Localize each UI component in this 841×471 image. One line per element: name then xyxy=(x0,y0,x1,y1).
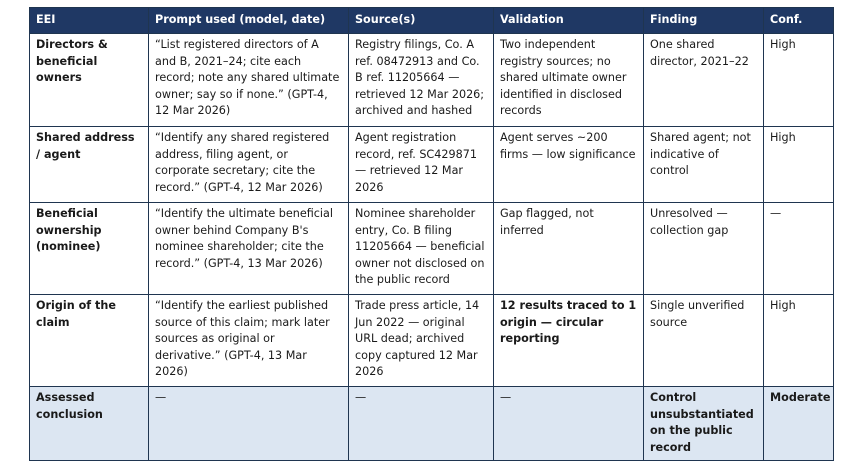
table-row xyxy=(30,127,834,203)
confidence-cell: High xyxy=(764,34,834,127)
sources-cell: Agent registration record, ref. SC429871 — retrieved 12 Mar 2026 xyxy=(349,127,494,203)
eei-cell: Origin of the claim xyxy=(30,295,149,387)
prompt-cell: “Identify any shared registered address, filing agent, or corporate secretary; cite the record.” (GPT-4, 12 Mar 2026) xyxy=(149,127,349,203)
validation-cell: 12 results traced to 1 origin — circular reporting xyxy=(494,295,644,387)
confidence-cell: — xyxy=(764,203,834,295)
sources-cell: Registry filings, Co. A ref. 08472913 and Co. B ref. 11205664 — retrieved 12 Mar 2026; archived and hashed xyxy=(349,34,494,127)
prompt-cell: — xyxy=(149,387,349,461)
confidence-cell: High xyxy=(764,295,834,387)
prompt-cell: “Identify the earliest published source of this claim; mark later sources as original or derivative.” (GPT-4, 13 Mar 2026) xyxy=(149,295,349,387)
eei-table-container xyxy=(29,7,834,461)
eei-table xyxy=(29,7,834,461)
finding-cell: Shared agent; not indicative of control xyxy=(644,127,764,203)
prompt-cell: “List registered directors of A and B, 2021–24; cite each record; note any shared ultimate owner; say so if none.” (GPT-4, 12 Mar 2026) xyxy=(149,34,349,127)
validation-cell: Two independent registry sources; no shared ultimate owner identified in disclosed records xyxy=(494,34,644,127)
confidence-cell: Moderate xyxy=(764,387,834,461)
sources-cell: Trade press article, 14 Jun 2022 — original URL dead; archived copy captured 12 Mar 2026 xyxy=(349,295,494,387)
header-sources: Source(s) xyxy=(349,8,494,34)
header-row xyxy=(30,8,834,34)
validation-cell: — xyxy=(494,387,644,461)
table-row xyxy=(30,203,834,295)
header-prompt: Prompt used (model, date) xyxy=(149,8,349,34)
table-row xyxy=(30,34,834,127)
eei-cell: Shared address / agent xyxy=(30,127,149,203)
finding-cell: One shared director, 2021–22 xyxy=(644,34,764,127)
validation-cell: Gap flagged, not inferred xyxy=(494,203,644,295)
eei-cell: Beneficial ownership (nominee) xyxy=(30,203,149,295)
sources-cell: — xyxy=(349,387,494,461)
finding-cell: Unresolved — collection gap xyxy=(644,203,764,295)
confidence-cell: High xyxy=(764,127,834,203)
finding-cell: Control unsubstantiated on the public record xyxy=(644,387,764,461)
header-validation: Validation xyxy=(494,8,644,34)
header-finding: Finding xyxy=(644,8,764,34)
conclusion-row xyxy=(30,387,834,461)
header-eei: EEI xyxy=(30,8,149,34)
eei-cell: Directors & beneficial owners xyxy=(30,34,149,127)
prompt-cell: “Identify the ultimate beneficial owner behind Company B's nominee shareholder; cite the record.” (GPT-4, 13 Mar 2026) xyxy=(149,203,349,295)
table-row xyxy=(30,295,834,387)
sources-cell: Nominee shareholder entry, Co. B filing 11205664 — beneficial owner not disclosed on the public record xyxy=(349,203,494,295)
validation-cell: Agent serves ~200 firms — low significance xyxy=(494,127,644,203)
header-confidence: Conf. xyxy=(764,8,834,34)
eei-cell: Assessed conclusion xyxy=(30,387,149,461)
finding-cell: Single unverified source xyxy=(644,295,764,387)
